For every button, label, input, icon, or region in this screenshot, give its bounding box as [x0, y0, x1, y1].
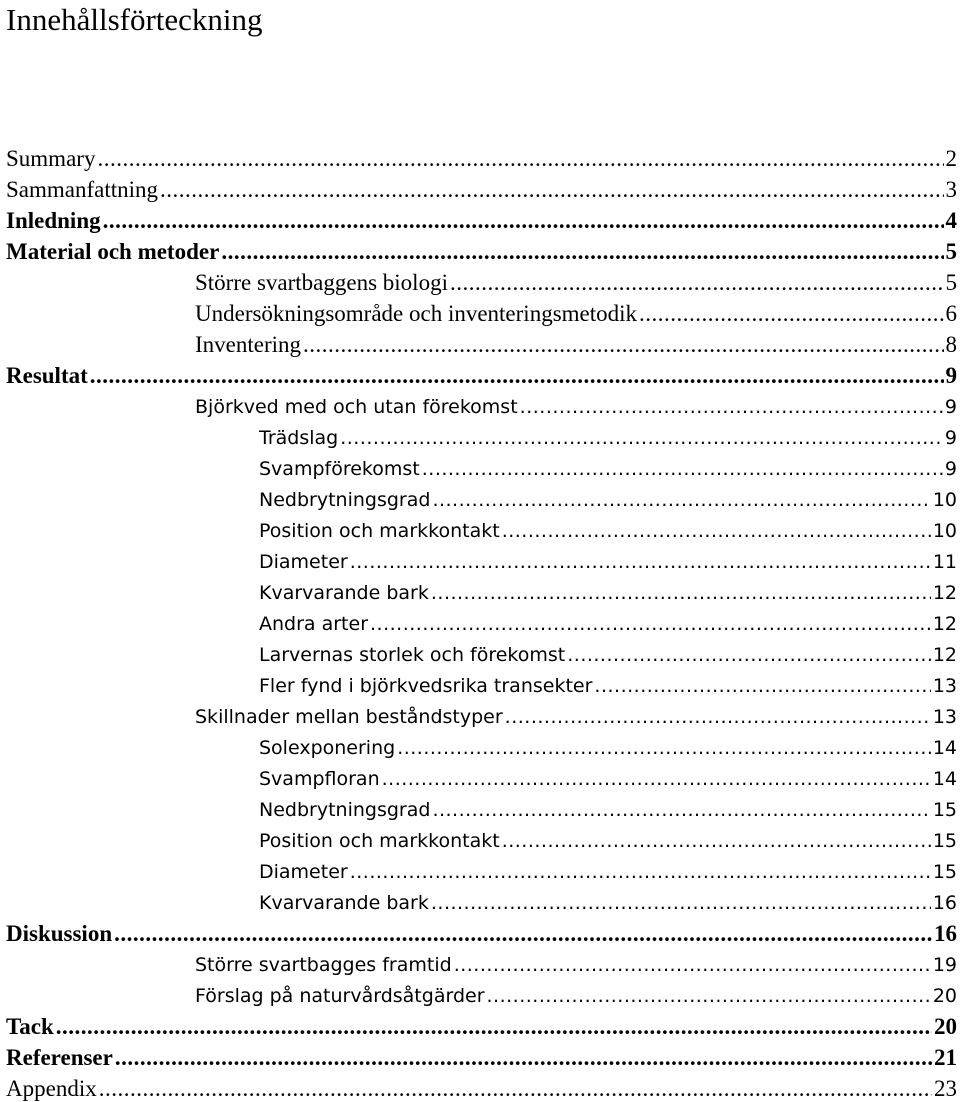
toc-entry-label: Trädslag — [259, 427, 339, 449]
toc-entry-label: Sammanfattning — [6, 177, 159, 202]
toc-entry-summary[interactable] — [0, 141, 960, 172]
toc-entry-label: Andra arter — [259, 613, 368, 635]
toc-entry-appendix[interactable] — [0, 1071, 960, 1102]
dot-leader — [454, 952, 931, 978]
toc-entry-svampfloran[interactable] — [0, 761, 960, 792]
toc-entry-label: Nedbrytningsgrad — [259, 799, 431, 821]
toc-entry-nedbrytningsgrad[interactable] — [0, 482, 960, 513]
toc-entry-label: Diskussion — [6, 921, 113, 946]
toc-entry-label: Fler fynd i björkvedsrika transekter — [259, 675, 593, 697]
dot-leader — [115, 1044, 932, 1071]
toc-entry-page: 9 — [944, 458, 957, 480]
toc-entry-sammanfattning[interactable] — [0, 172, 960, 203]
dot-leader — [114, 920, 932, 947]
table-of-contents — [0, 141, 960, 1102]
toc-entry-diameter[interactable] — [0, 544, 960, 575]
toc-entry-label: Inledning — [6, 208, 101, 233]
toc-entry-nedbrytningsgrad-2[interactable] — [0, 792, 960, 823]
toc-entry-resultat[interactable] — [0, 358, 960, 389]
toc-entry-bjorkved[interactable] — [0, 389, 960, 420]
dot-leader — [97, 145, 943, 172]
toc-entry-andra-arter[interactable] — [0, 606, 960, 637]
dot-leader — [432, 487, 930, 513]
toc-entry-page: 13 — [932, 675, 957, 697]
toc-entry-page: 9 — [944, 396, 957, 418]
dot-leader — [350, 859, 931, 885]
toc-entry-label: Resultat — [6, 363, 88, 388]
toc-entry-page: 14 — [932, 737, 957, 759]
toc-entry-fler-fynd[interactable] — [0, 668, 960, 699]
toc-entry-label: Summary — [6, 146, 96, 171]
dot-leader — [594, 673, 930, 699]
toc-entry-page: 12 — [932, 644, 957, 666]
toc-entry-svampforekomst[interactable] — [0, 451, 960, 482]
toc-entry-skillnader[interactable] — [0, 699, 960, 730]
toc-entry-page: 15 — [932, 830, 957, 852]
toc-entry-diskussion[interactable] — [0, 916, 960, 947]
dot-leader — [450, 269, 944, 296]
toc-entry-kvarvarande-bark[interactable] — [0, 575, 960, 606]
toc-entry-label: Undersökningsområde och inventeringsmetodik — [195, 301, 638, 326]
toc-entry-label: Förslag på naturvårdsåtgärder — [195, 985, 485, 1007]
toc-entry-label: Referenser — [6, 1045, 113, 1070]
toc-entry-inventering[interactable] — [0, 327, 960, 358]
toc-entry-inledning[interactable] — [0, 203, 960, 234]
toc-entry-position-och-markkontakt-2[interactable] — [0, 823, 960, 854]
dot-leader — [487, 983, 931, 1009]
toc-entry-page: 23 — [934, 1076, 957, 1101]
toc-entry-label: Kvarvarande bark — [259, 892, 429, 914]
toc-entry-page: 16 — [934, 921, 957, 946]
dot-leader — [90, 362, 944, 389]
toc-entry-label: Tack — [6, 1014, 54, 1039]
toc-entry-page: 10 — [932, 520, 957, 542]
dot-leader — [303, 331, 943, 358]
dot-leader — [99, 1075, 932, 1102]
dot-leader — [221, 238, 943, 265]
toc-entry-page: 4 — [945, 208, 957, 233]
dot-leader — [160, 176, 943, 203]
toc-entry-label: Skillnader mellan beståndstyper — [195, 706, 503, 728]
toc-entry-page: 6 — [945, 301, 957, 326]
toc-entry-page: 16 — [932, 892, 957, 914]
toc-entry-larvernas-storlek[interactable] — [0, 637, 960, 668]
toc-entry-page: 21 — [934, 1045, 957, 1070]
toc-entry-label: Större svartbaggens biologi — [195, 270, 448, 295]
toc-entry-referenser[interactable] — [0, 1040, 960, 1071]
toc-entry-storre-svartbaggens-biologi[interactable] — [0, 265, 960, 296]
toc-entry-page: 2 — [945, 146, 957, 171]
toc-entry-label: Material och metoder — [6, 239, 220, 264]
toc-entry-label: Diameter — [259, 551, 348, 573]
dot-leader — [370, 611, 931, 637]
toc-entry-page: 15 — [932, 861, 957, 883]
toc-entry-undersokningsomrade[interactable] — [0, 296, 960, 327]
toc-entry-label: Larvernas storlek och förekomst — [259, 644, 566, 666]
toc-entry-label: Solexponering — [259, 737, 396, 759]
toc-entry-page: 10 — [932, 489, 957, 511]
toc-entry-position-och-markkontakt[interactable] — [0, 513, 960, 544]
toc-entry-label: Position och markkontakt — [259, 830, 500, 852]
toc-entry-page: 9 — [944, 427, 957, 449]
dot-leader — [103, 207, 944, 234]
toc-entry-page: 20 — [932, 985, 957, 1007]
dot-leader — [505, 704, 931, 730]
dot-leader — [350, 549, 931, 575]
toc-entry-page: 15 — [932, 799, 957, 821]
toc-entry-material-och-metoder[interactable] — [0, 234, 960, 265]
toc-entry-label: Björkved med och utan förekomst — [195, 396, 518, 418]
toc-entry-page: 11 — [932, 551, 957, 573]
dot-leader — [422, 456, 943, 482]
toc-entry-tradslag[interactable] — [0, 420, 960, 451]
toc-entry-label: Större svartbagges framtid — [195, 954, 452, 976]
toc-entry-kvarvarande-bark-2[interactable] — [0, 885, 960, 916]
toc-entry-solexponering[interactable] — [0, 730, 960, 761]
toc-entry-forslag[interactable] — [0, 978, 960, 1009]
dot-leader — [431, 580, 931, 606]
toc-entry-page: 3 — [945, 177, 957, 202]
dot-leader — [397, 735, 931, 761]
dot-leader — [340, 425, 943, 451]
toc-entry-page: 14 — [932, 768, 957, 790]
toc-entry-page: 5 — [945, 239, 957, 264]
dot-leader — [502, 518, 931, 544]
toc-entry-page: 9 — [945, 363, 957, 388]
dot-leader — [382, 766, 931, 792]
toc-entry-page: 20 — [934, 1014, 957, 1039]
page-title: Innehållsförteckning — [6, 2, 263, 37]
toc-entry-label: Svampfloran — [259, 768, 380, 790]
toc-entry-page: 13 — [932, 706, 957, 728]
toc-entry-page: 8 — [945, 332, 957, 357]
dot-leader — [520, 394, 943, 420]
toc-entry-label: Inventering — [195, 332, 302, 357]
dot-leader — [432, 797, 930, 823]
toc-entry-diameter-2[interactable] — [0, 854, 960, 885]
dot-leader — [502, 828, 931, 854]
toc-entry-label: Svampförekomst — [259, 458, 420, 480]
dot-leader — [431, 890, 931, 916]
dot-leader — [56, 1013, 932, 1040]
dot-leader — [639, 300, 943, 327]
toc-entry-label: Appendix — [6, 1076, 97, 1101]
dot-leader — [567, 642, 931, 668]
toc-entry-tack[interactable] — [0, 1009, 960, 1040]
toc-entry-page: 5 — [945, 270, 957, 295]
toc-entry-storre-svartbagges-framtid[interactable] — [0, 947, 960, 978]
toc-entry-page: 19 — [932, 954, 957, 976]
toc-entry-label: Nedbrytningsgrad — [259, 489, 431, 511]
toc-entry-page: 12 — [932, 613, 957, 635]
toc-entry-label: Kvarvarande bark — [259, 582, 429, 604]
toc-entry-label: Diameter — [259, 861, 348, 883]
toc-entry-page: 12 — [932, 582, 957, 604]
toc-entry-label: Position och markkontakt — [259, 520, 500, 542]
